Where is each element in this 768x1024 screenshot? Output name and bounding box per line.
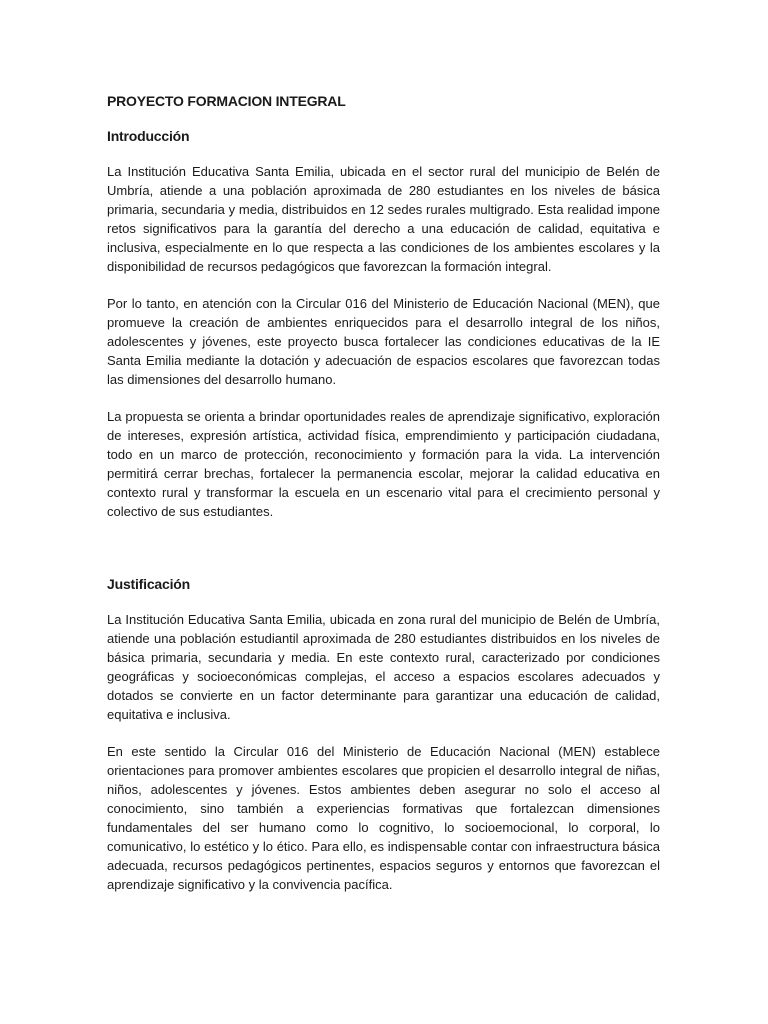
justification-paragraph-1: La Institución Educativa Santa Emilia, ubicada en zona rural del municipio de Belén de Umbría, atiende una población estudiantil aproximada de 280 estudiantes distribuidos en los niveles de básica primaria, secundaria y media. En este contexto rural, caracterizado por condiciones geográficas y socioeconómicas complejas, el acceso a espacios escolares adecuados y dotados se convierte en un factor determinante para garantizar una educación de calidad, equitativa e inclusiva. <box>107 612 660 722</box>
intro-paragraph-1: La Institución Educativa Santa Emilia, ubicada en el sector rural del municipio de Belén de Umbría, atiende a una población aproximada de 280 estudiantes en los niveles de básica primaria, secundaria y media, distribuidos en 12 sedes rurales multigrado. Esta realidad impone retos significativos para la garantía del derecho a una educación de calidad, equitativa e inclusiva, especialmente en lo que respecta a las condiciones de los ambientes escolares y la disponibilidad de recursos pedagógicos que favorezcan la formación integral. <box>107 164 660 274</box>
section-justificacion <box>107 576 660 894</box>
intro-paragraph-3: La propuesta se orienta a brindar oportunidades reales de aprendizaje significativo, exploración de intereses, expresión artística, actividad física, emprendimiento y participación ciudadana, todo en un marco de protección, reconocimiento y formación para la vida. La intervención permitirá cerrar brechas, fortalecer la permanencia escolar, mejorar la calidad educativa en contexto rural y transformar la escuela en un escenario vital para el crecimiento personal y colectivo de sus estudiantes. <box>107 409 660 519</box>
document-title: PROYECTO FORMACION INTEGRAL <box>107 93 346 109</box>
section-introduccion <box>107 128 660 521</box>
section-heading-introduccion: Introducción <box>107 128 190 144</box>
section-heading-justificacion: Justificación <box>107 576 190 592</box>
justification-paragraph-2: En este sentido la Circular 016 del Ministerio de Educación Nacional (MEN) establece orientaciones para promover ambientes escolares que propicien el desarrollo integral de niñas, niños, adolescentes y jóvenes. Estos ambientes deben asegurar no solo el acceso al conocimiento, sino también a experiencias formativas que fortalezcan dimensiones fundamentales del ser humano como lo cognitivo, lo socioemocional, lo corporal, lo comunicativo, lo estético y lo ético. Para ello, es indispensable contar con infraestructura básica adecuada, recursos pedagógicos pertinentes, espacios seguros y entornos que favorezcan el aprendizaje significativo y la convivencia pacífica. <box>107 744 660 892</box>
intro-paragraph-2: Por lo tanto, en atención con la Circular 016 del Ministerio de Educación Nacional (MEN), que promueve la creación de ambientes enriquecidos para el desarrollo integral de los niños, adolescentes y jóvenes, este proyecto busca fortalecer las condiciones educativas de la IE Santa Emilia mediante la dotación y adecuación de espacios escolares que favorezcan todas las dimensiones del desarrollo humano. <box>107 296 660 387</box>
document-page <box>107 93 660 912</box>
